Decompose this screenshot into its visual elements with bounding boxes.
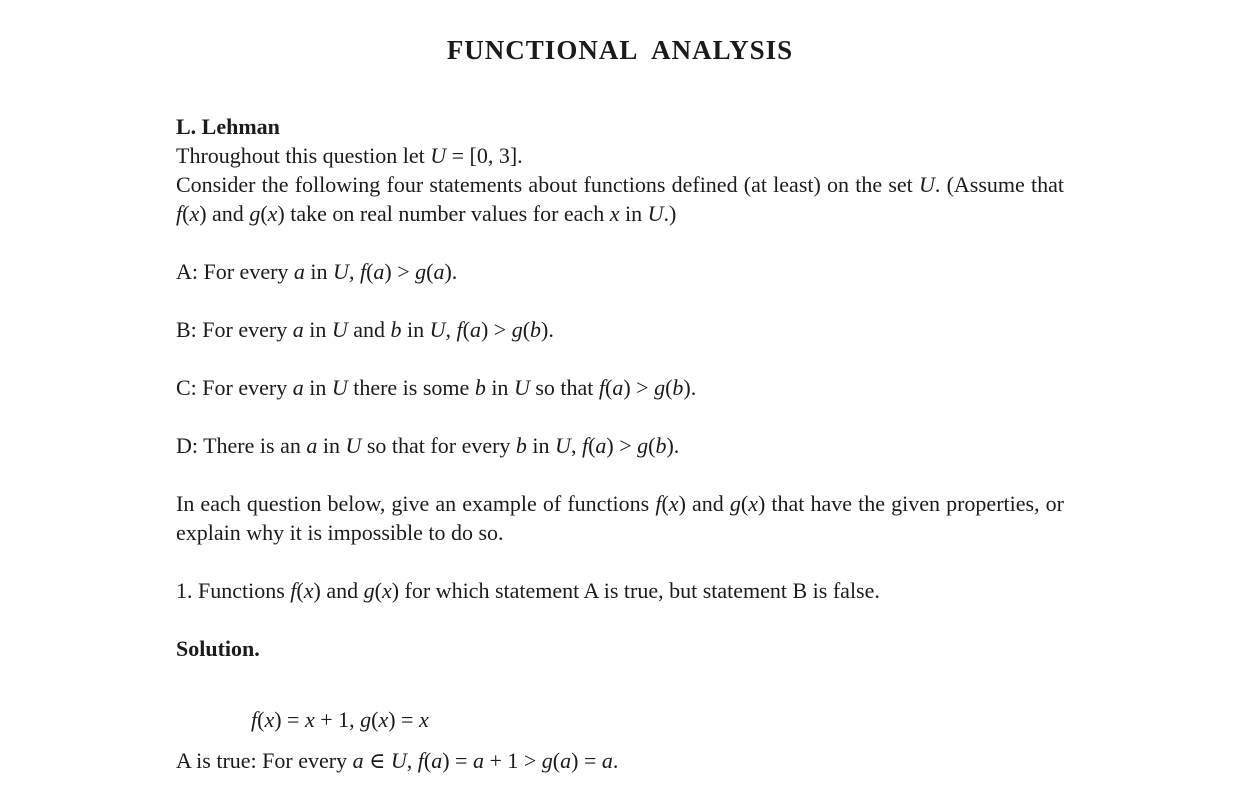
text-segment: .) — [663, 201, 677, 226]
text-segment: g — [249, 201, 261, 226]
text-segment: ( — [296, 578, 304, 603]
text-segment: = [0, 3]. — [446, 143, 523, 168]
text-segment: x — [748, 491, 758, 516]
text-segment: g — [511, 317, 523, 342]
text-segment: x — [303, 578, 314, 603]
text-segment: g — [637, 433, 649, 458]
text-segment: a — [352, 748, 364, 773]
text-segment: ) for which statement A is true, but statement B is false. — [391, 578, 880, 603]
text-segment: b — [515, 433, 527, 458]
text-segment: , — [406, 748, 418, 773]
text-segment: ) > — [623, 375, 655, 400]
statement-a — [176, 257, 1064, 286]
text-segment: f — [176, 201, 183, 226]
text-segment: f — [598, 375, 606, 400]
text-segment: a — [560, 748, 572, 773]
text-segment: ( — [588, 433, 596, 458]
solution-conclusion — [176, 746, 1064, 775]
text-segment: a — [293, 259, 305, 284]
text-segment: b — [672, 375, 684, 400]
text-segment: U — [331, 317, 348, 342]
text-segment: a — [433, 259, 445, 284]
text-segment: so that — [529, 375, 599, 400]
text-segment: ) > — [480, 317, 512, 342]
instructions-paragraph — [176, 489, 1064, 547]
text-segment: , — [348, 259, 360, 284]
text-segment: ( — [423, 748, 432, 773]
text-segment: U — [390, 748, 407, 773]
text-segment: b — [655, 433, 667, 458]
text-segment: a — [469, 317, 481, 342]
text-segment: in — [485, 375, 514, 400]
text-segment: ). — [666, 433, 680, 458]
text-segment: ( — [426, 259, 434, 284]
text-segment: g — [654, 375, 666, 400]
text-segment: ) and — [678, 491, 730, 516]
text-segment: Solution. — [176, 636, 260, 661]
solution-label — [176, 634, 1064, 663]
text-segment: f — [290, 578, 297, 603]
text-segment: U — [331, 375, 348, 400]
text-segment: x — [304, 707, 315, 732]
text-segment: U — [429, 317, 446, 342]
text-segment: and — [347, 317, 391, 342]
text-segment: ) = — [571, 748, 602, 773]
text-segment: in — [619, 201, 648, 226]
text-segment: FUNCTIONAL ANALYSIS — [446, 35, 794, 65]
text-segment: ) take on real number values for each — [277, 201, 610, 226]
text-segment: x — [609, 201, 620, 226]
text-segment: x — [381, 578, 392, 603]
text-segment: U — [513, 375, 530, 400]
text-segment: Throughout this question let — [176, 143, 431, 168]
text-segment: f — [456, 317, 463, 342]
text-segment: ) and — [199, 201, 250, 226]
text-segment: L. Lehman — [176, 114, 280, 139]
text-segment: ) and — [313, 578, 364, 603]
text-segment: in — [303, 375, 332, 400]
text-segment: ( — [648, 433, 656, 458]
text-segment: x — [267, 201, 278, 226]
text-segment: ( — [182, 201, 190, 226]
text-segment: U — [333, 259, 349, 284]
text-segment: so that for every — [361, 433, 516, 458]
text-segment: + 1, — [314, 707, 361, 732]
text-segment: x — [189, 201, 200, 226]
text-segment: ) > — [606, 433, 638, 458]
text-segment: . — [612, 748, 619, 773]
text-segment: b — [474, 375, 486, 400]
text-segment: in — [304, 259, 334, 284]
text-segment: a — [472, 748, 484, 773]
text-segment: , — [570, 433, 582, 458]
text-segment: in — [303, 317, 332, 342]
intro-line — [176, 141, 1064, 170]
text-segment: ( — [522, 317, 531, 342]
text-segment: a — [595, 433, 607, 458]
text-segment: ). — [683, 375, 697, 400]
text-segment: a — [601, 748, 613, 773]
statement-c — [176, 373, 1064, 402]
text-segment: C: For every — [176, 375, 293, 400]
text-segment: in — [317, 433, 346, 458]
text-segment: b — [530, 317, 542, 342]
text-segment: ( — [260, 201, 268, 226]
text-segment: f — [251, 707, 258, 732]
text-segment: ( — [665, 375, 673, 400]
setup-paragraph — [176, 170, 1064, 228]
text-segment: g — [363, 578, 375, 603]
text-segment: x — [668, 491, 679, 516]
text-segment: U — [555, 433, 571, 458]
text-segment: f — [359, 259, 367, 284]
text-segment: g — [541, 748, 553, 773]
text-segment: ). — [444, 259, 458, 284]
text-segment: g — [415, 259, 427, 284]
text-segment: in — [401, 317, 430, 342]
question-1 — [176, 576, 1064, 605]
text-segment: a — [292, 317, 304, 342]
text-segment: A is true: For every — [176, 748, 353, 773]
text-segment: U — [345, 433, 362, 458]
text-segment: x — [378, 707, 389, 732]
text-segment: ) > — [384, 259, 416, 284]
text-segment: a — [612, 375, 624, 400]
text-segment: , — [445, 317, 457, 342]
text-segment: f — [581, 433, 589, 458]
text-segment: a — [292, 375, 304, 400]
document-title — [176, 34, 1064, 66]
text-segment: D: There is an — [176, 433, 307, 458]
text-segment: + 1 > — [483, 748, 542, 773]
text-segment: In each question below, give an example of functions — [176, 491, 656, 516]
text-segment: U — [647, 201, 664, 226]
text-segment: ( — [366, 259, 374, 284]
text-segment: ( — [605, 375, 613, 400]
text-segment: in — [526, 433, 556, 458]
text-segment: ( — [661, 491, 669, 516]
text-segment: ( — [371, 707, 379, 732]
author-line — [176, 112, 1064, 141]
text-segment: . (Assume that — [934, 172, 1064, 197]
text-segment: b — [390, 317, 402, 342]
text-segment: A: For every — [176, 259, 294, 284]
text-segment: a — [306, 433, 318, 458]
text-segment: ∈ — [363, 748, 391, 773]
text-segment: ( — [257, 707, 265, 732]
statement-d — [176, 431, 1064, 460]
text-segment: ) = — [388, 707, 419, 732]
text-segment: ( — [552, 748, 561, 773]
text-segment: x — [264, 707, 275, 732]
text-segment: a — [373, 259, 385, 284]
text-segment: ( — [462, 317, 470, 342]
text-segment: ) = — [274, 707, 305, 732]
document-page — [176, 34, 1064, 775]
text-segment: U — [918, 172, 935, 197]
text-segment: B: For every — [176, 317, 293, 342]
text-segment: ) that have the given properties, or explain why it is impossible to do so. — [176, 491, 1065, 545]
solution-equation — [251, 705, 1064, 734]
text-segment: ). — [541, 317, 554, 342]
text-segment: U — [430, 143, 447, 168]
text-segment: 1. Functions — [176, 578, 291, 603]
text-segment: f — [417, 748, 424, 773]
text-segment: g — [729, 491, 741, 516]
text-segment: ( — [374, 578, 382, 603]
text-segment: there is some — [347, 375, 475, 400]
text-segment: Consider the following four statements about functions defined (at least) on the set — [176, 172, 919, 197]
text-segment: ( — [740, 491, 749, 516]
text-segment: f — [655, 491, 662, 516]
statement-b — [176, 315, 1064, 344]
text-segment: g — [360, 707, 372, 732]
text-segment: ) = — [442, 748, 473, 773]
text-segment: x — [418, 707, 429, 732]
text-segment: a — [431, 748, 443, 773]
